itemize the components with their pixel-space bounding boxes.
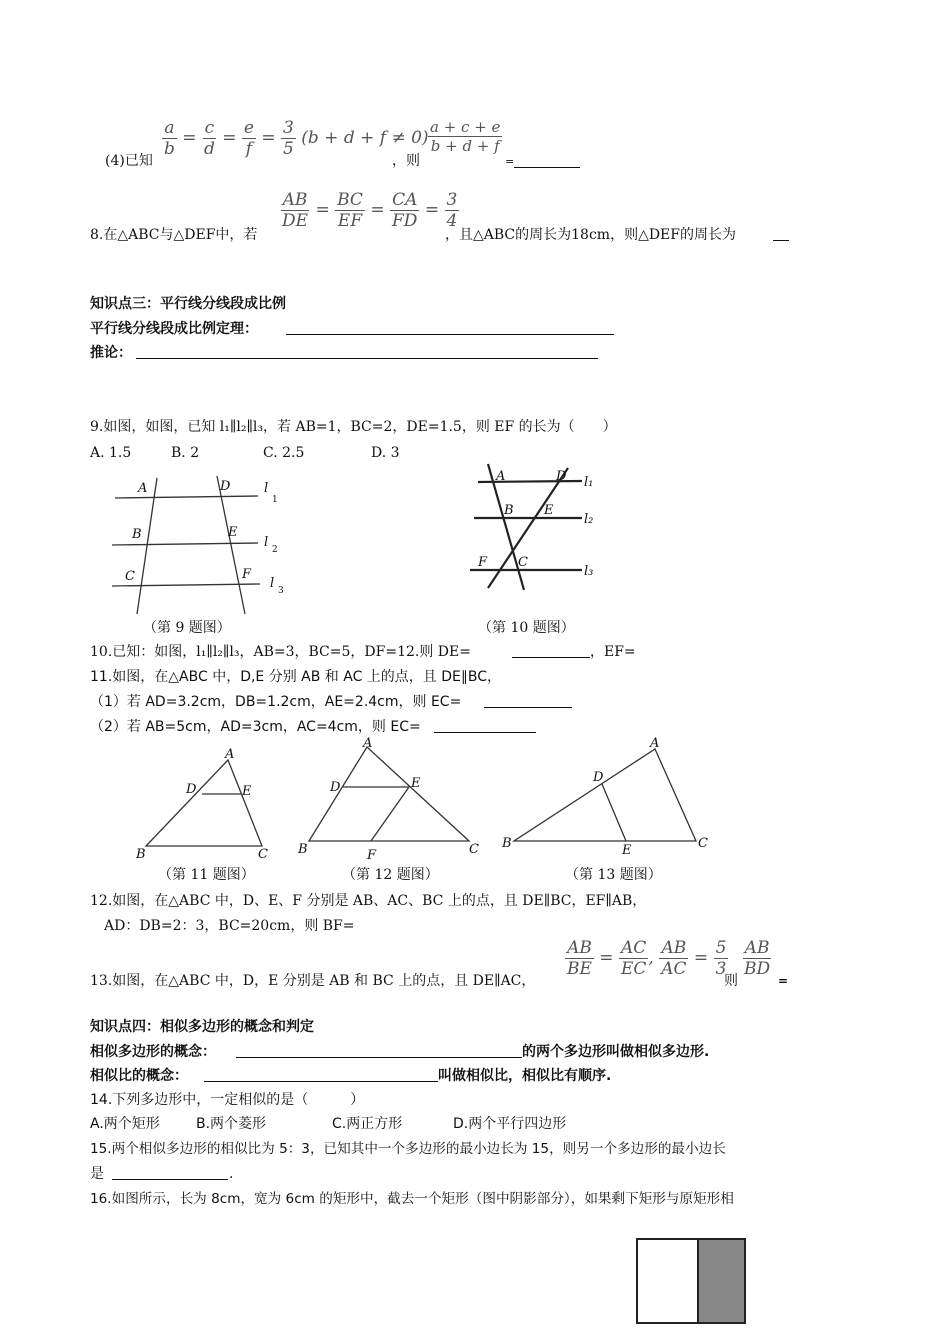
q13-text: 13.如图，在△ABC 中，D，E 分别是 AB 和 BC 上的点，且 DE∥AC，: [90, 973, 536, 989]
figure-9: [100, 470, 300, 620]
fig13-label-a: A: [650, 736, 660, 751]
q11-part2-blank[interactable]: [434, 718, 536, 733]
q7-4-expression: $\frac{a + c + e}{b + d + f}$: [430, 118, 501, 155]
q10-de-blank[interactable]: [512, 643, 590, 658]
kp3-corollary-label: 推论：: [90, 345, 132, 361]
kp4-concept-label: 相似多边形的概念：: [90, 1044, 216, 1060]
q15-line1: 15.两个相似多边形的相似比为 5：3，已知其中一个多边形的最小边长为 15，则另一个多边形的最小边长: [90, 1141, 726, 1157]
q16-text: 16.如图所示，长为 8cm，宽为 6cm 的矩形中，截去一个矩形（图中阴影部分），如果剩下矩形与原矩形相: [90, 1191, 734, 1207]
fig12-label-c: C: [469, 842, 479, 857]
fig12-segment-ef: [371, 787, 409, 841]
fig13-triangle: [514, 749, 696, 841]
figure-16: [636, 1238, 748, 1326]
q7-4-answer-blank[interactable]: [514, 153, 580, 168]
fig12-label-d: D: [330, 780, 341, 795]
q8-answer-blank[interactable]: [773, 226, 789, 241]
q14-option-c[interactable]: C.两正方形: [332, 1116, 403, 1132]
q11-text: 11.如图，在△ABC 中，D,E 分别 AB 和 AC 上的点，且 DE∥BC，: [90, 669, 502, 685]
kp3-theorem-blank[interactable]: [286, 320, 614, 335]
q11-part2: （2）若 AB=5cm，AD=3cm，AC=4cm，则 EC=: [90, 719, 421, 735]
fig10-label-a: A: [496, 469, 506, 484]
fig16-shaded-rectangle: [698, 1239, 745, 1323]
fig9-label-d: D: [220, 479, 231, 494]
q9-option-c[interactable]: C. 2.5: [263, 445, 305, 461]
caption-fig10: （第 10 题图）: [478, 620, 575, 636]
fig9-label-b: B: [132, 527, 142, 542]
fig13-label-b: B: [502, 836, 512, 851]
q8-ratios: $\frac{AB}{DE}$ = $\frac{BC}{EF}$ = $\frac{CA}{FD}$ = $\frac{3}{4}$: [282, 190, 458, 231]
fig12-label-a: A: [363, 736, 373, 751]
fig10-label-b: B: [504, 503, 514, 518]
q7-4-then: ，则: [392, 153, 420, 169]
fig12-label-f: F: [367, 848, 377, 863]
q14-option-d[interactable]: D.两个平行四边形: [453, 1116, 567, 1132]
kp3-theorem-label: 平行线分线段成比例定理：: [90, 321, 258, 337]
fig10-label-l3: l₃: [584, 564, 594, 579]
fig9-label-l: l: [264, 535, 269, 550]
q9-option-b[interactable]: B. 2: [171, 445, 200, 461]
q14-option-b[interactable]: B.两个菱形: [196, 1116, 267, 1132]
q9-option-a[interactable]: A. 1.5: [90, 445, 132, 461]
q10-tail: ，EF=: [590, 644, 636, 660]
fig9-label-f: F: [242, 567, 252, 582]
kp3-title: 知识点三：平行线分线段成比例: [90, 296, 286, 312]
fig13-label-c: C: [698, 836, 708, 851]
kp4-title: 知识点四：相似多边形的概念和判定: [90, 1019, 314, 1035]
q13-eq: =: [778, 974, 789, 988]
caption-fig11: （第 11 题图）: [158, 867, 255, 883]
fig9-line-l3: [112, 584, 260, 586]
q14-text: 14.下列多边形中，一定相似的是（ ）: [90, 1092, 365, 1108]
q8-suffix: ，且△ABC的周长为18cm，则△DEF的周长为: [445, 227, 736, 243]
fig9-label-l1-sub: 1: [272, 495, 278, 505]
figure-13: [500, 735, 715, 860]
fig10-label-c: C: [518, 555, 528, 570]
q7-4-condition: $\frac{a}{b}$ = $\frac{c}{d}$ = $\frac{e}{f}$ = $\frac{3}{5}$ (b + d + f ≠ 0): [164, 118, 429, 159]
fig11-label-c: C: [258, 847, 268, 862]
fig11-label-d: D: [186, 782, 197, 797]
fig11-label-b: B: [136, 847, 146, 862]
fig11-label-a: A: [225, 748, 235, 762]
fig9-label-l: l: [264, 481, 269, 496]
fig13-segment-de: [602, 784, 626, 841]
kp4-ratio-blank[interactable]: [204, 1067, 438, 1082]
fig10-label-d: D: [556, 469, 567, 484]
kp4-concept-blank[interactable]: [236, 1043, 522, 1058]
figure-10: [460, 460, 610, 595]
figure-12: [295, 735, 485, 865]
fig9-label-l2-sub: 2: [272, 545, 278, 555]
q7-4-label: (4)已知: [105, 153, 153, 169]
kp4-ratio-label: 相似比的概念：: [90, 1068, 188, 1084]
fig9-label-c: C: [125, 569, 135, 584]
fig13-label-d: D: [593, 770, 604, 785]
fig13-label-e: E: [622, 843, 632, 858]
q10-text: 10.已知：如图，l₁∥l₂∥l₃，AB=3，BC=5，DF=12.则 DE=: [90, 644, 471, 660]
fig11-triangle: [146, 760, 262, 846]
q13-ratios: $\frac{AB}{BE}$ = $\frac{AC}{EC}$ , $\frac{AB}{AC}$ = $\frac{5}{3}$: [567, 938, 727, 979]
kp4-ratio-tail: 叫做相似比，相似比有顺序.: [438, 1068, 612, 1084]
q12-line1: 12.如图，在△ABC 中，D、E、F 分别是 AB、AC、BC 上的点，且 DE∥BC，EF∥AB，: [90, 893, 647, 909]
fig9-transversal-left: [137, 478, 157, 614]
kp3-corollary-blank[interactable]: [136, 344, 598, 359]
q11-part1-blank[interactable]: [484, 693, 572, 708]
fig12-label-e: E: [411, 776, 421, 791]
fig10-label-l1: l₁: [584, 475, 594, 490]
fig9-line-l2: [112, 543, 258, 545]
q15-line2-end: .: [229, 1166, 234, 1182]
fig9-label-l3-sub: 3: [278, 586, 284, 596]
fig9-label-l: l: [270, 576, 275, 591]
fig12-label-b: B: [298, 842, 308, 857]
fig9-label-a: A: [138, 481, 148, 496]
q13-then: 则: [724, 973, 738, 989]
fig10-label-e: E: [544, 503, 554, 518]
kp4-concept-tail: 的两个多边形叫做相似多边形.: [522, 1044, 710, 1060]
q15-line2-start: 是: [90, 1166, 104, 1182]
fig11-label-e: E: [242, 784, 252, 799]
q7-4-eq: =: [505, 155, 515, 168]
caption-fig12: （第 12 题图）: [342, 867, 439, 883]
q13-ask: $\frac{AB}{BD}$: [744, 938, 771, 979]
fig10-label-l2: l₂: [584, 512, 594, 527]
q9-text: 9.如图，如图，已知 l₁∥l₂∥l₃，若 AB=1，BC=2，DE=1.5，则 EF 的长为（ ）: [90, 419, 617, 435]
q9-option-d[interactable]: D. 3: [371, 445, 400, 461]
fig9-label-e: E: [228, 525, 238, 540]
q14-option-a[interactable]: A.两个矩形: [90, 1116, 160, 1132]
fig9-line-l1: [115, 496, 258, 498]
q15-answer-blank[interactable]: [112, 1165, 228, 1180]
caption-fig13: （第 13 题图）: [565, 867, 662, 883]
q12-line2: AD：DB=2：3，BC=20cm，则 BF=: [104, 918, 355, 934]
q11-part1: （1）若 AD=3.2cm，DB=1.2cm，AE=2.4cm，则 EC=: [90, 694, 462, 710]
caption-fig9: （第 9 题图）: [143, 620, 231, 636]
fig10-label-f: F: [478, 555, 488, 570]
figure-11: [130, 748, 280, 863]
q8-prefix: 8.在△ABC与△DEF中，若: [90, 227, 258, 243]
